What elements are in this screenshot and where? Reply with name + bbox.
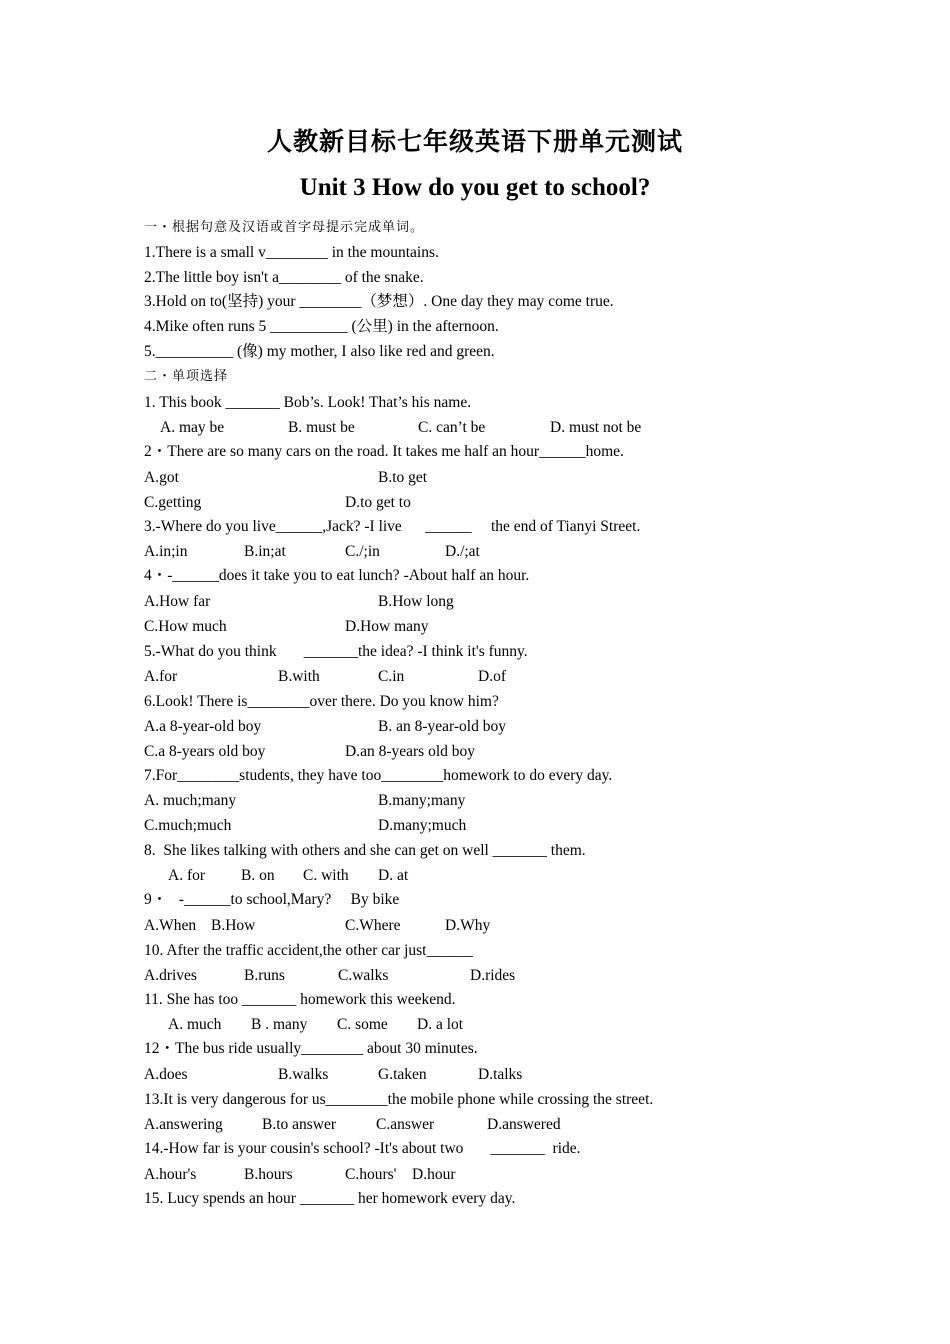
question-8: 8. She likes talking with others and she can get on well _______ them. (144, 842, 586, 859)
q14-option-a: A.hour's (144, 1166, 197, 1183)
q5-option-b: B.with (278, 668, 320, 685)
question-4: 4・-______does it take you to eat lunch? -About half an hour. (144, 567, 530, 584)
q14-option-c: C.hours' (345, 1166, 397, 1183)
q2-option-a: A.got (144, 469, 179, 486)
question-14: 14.-How far is your cousin's school? -It's about two _______ ride. (144, 1140, 581, 1157)
q11-option-b: B . many (251, 1016, 308, 1033)
q4-option-a: A.How far (144, 593, 211, 610)
question-5: 5.-What do you think _______the idea? -I think it's funny. (144, 643, 528, 660)
question-6: 6.Look! There is________over there. Do you know him? (144, 693, 499, 710)
section1-item-2: 2.The little boy isn't a________ of the snake. (144, 269, 424, 286)
q1-option-b: B. must be (288, 419, 355, 436)
q12-option-b: B.walks (278, 1066, 329, 1083)
q1-option-d: D. must not be (550, 419, 642, 436)
q1-option-c: C. can’t be (418, 419, 486, 436)
q5-option-a: A.for (144, 668, 178, 685)
q9-option-c: C.Where (345, 917, 401, 934)
q6-option-d: D.an 8-years old boy (345, 743, 475, 760)
section2-heading: 二・单项选择 (144, 369, 229, 384)
q8-option-b: B. on (241, 867, 275, 884)
q4-option-d: D.How many (345, 618, 429, 635)
q13-option-b: B.to answer (262, 1116, 337, 1133)
q8-option-d: D. at (378, 867, 409, 884)
section1-item-4: 4.Mike often runs 5 __________ (公里) in the afternoon. (144, 318, 499, 335)
q11-option-a: A. much (168, 1016, 222, 1033)
q9-option-b: B.How (211, 917, 256, 934)
q4-option-c: C.How much (144, 618, 227, 635)
q10-option-a: A.drives (144, 967, 197, 984)
q6-option-b: B. an 8-year-old boy (378, 718, 506, 735)
q13-option-c: C.answer (376, 1116, 435, 1133)
section1-item-1: 1.There is a small v________ in the mountains. (144, 244, 439, 261)
q7-option-c: C.much;much (144, 817, 232, 834)
section1-item-3: 3.Hold on to(坚持) your ________（梦想）. One day they may come true. (144, 293, 614, 310)
q3-option-b: B.in;at (244, 543, 286, 560)
q9-option-a: A.When (144, 917, 197, 934)
q3-option-c: C./;in (345, 543, 380, 560)
question-2: 2・There are so many cars on the road. It takes me half an hour______home. (144, 443, 624, 460)
q6-option-c: C.a 8-years old boy (144, 743, 266, 760)
q12-option-d: D.talks (478, 1066, 523, 1083)
question-11: 11. She has too _______ homework this weekend. (144, 991, 456, 1008)
q6-option-a: A.a 8-year-old boy (144, 718, 262, 735)
q14-option-d: D.hour (412, 1166, 456, 1183)
q7-option-b: B.many;many (378, 792, 466, 809)
section1-heading: 一・根据句意及汉语或首字母提示完成单词。 (144, 220, 425, 235)
q8-option-c: C. with (303, 867, 349, 884)
question-9: 9・ -______to school,Mary? By bike (144, 891, 400, 908)
question-10: 10. After the traffic accident,the other car just______ (144, 942, 473, 959)
q12-option-a: A.does (144, 1066, 188, 1083)
question-12: 12・The bus ride usually________ about 30 minutes. (144, 1040, 478, 1057)
question-7: 7.For________students, they have too________homework to do every day. (144, 767, 613, 784)
q11-option-d: D. a lot (417, 1016, 464, 1033)
q11-option-c: C. some (337, 1016, 388, 1033)
q5-option-c: C.in (378, 668, 405, 685)
q3-option-a: A.in;in (144, 543, 188, 560)
q5-option-d: D.of (478, 668, 506, 685)
q7-option-a: A. much;many (144, 792, 237, 809)
question-13: 13.It is very dangerous for us________the mobile phone while crossing the street. (144, 1091, 654, 1108)
q2-option-c: C.getting (144, 494, 202, 511)
section1-item-5: 5.__________ (像) my mother, I also like red and green. (144, 343, 495, 360)
q12-option-c: G.taken (378, 1066, 427, 1083)
q13-option-a: A.answering (144, 1116, 223, 1133)
question-1: 1. This book _______ Bob’s. Look! That’s his name. (144, 394, 472, 411)
q8-option-a: A. for (168, 867, 206, 884)
document-title-cn: 人教新目标七年级英语下册单元测试 (266, 127, 683, 156)
q4-option-b: B.How long (378, 593, 454, 610)
q2-option-d: D.to get to (345, 494, 411, 511)
question-3: 3.-Where do you live______,Jack? -I live ______ the end of Tianyi Street. (144, 518, 641, 535)
question-15: 15. Lucy spends an hour _______ her homework every day. (144, 1190, 516, 1207)
q1-option-a: A. may be (160, 419, 225, 436)
q14-option-b: B.hours (244, 1166, 293, 1183)
q3-option-d: D./;at (445, 543, 480, 560)
document-title-en: Unit 3 How do you get to school? (299, 174, 651, 201)
q10-option-d: D.rides (470, 967, 516, 984)
q9-option-d: D.Why (445, 917, 491, 934)
q2-option-b: B.to get (378, 469, 428, 486)
q13-option-d: D.answered (487, 1116, 561, 1133)
q10-option-c: C.walks (338, 967, 389, 984)
q7-option-d: D.many;much (378, 817, 467, 834)
q10-option-b: B.runs (244, 967, 285, 984)
